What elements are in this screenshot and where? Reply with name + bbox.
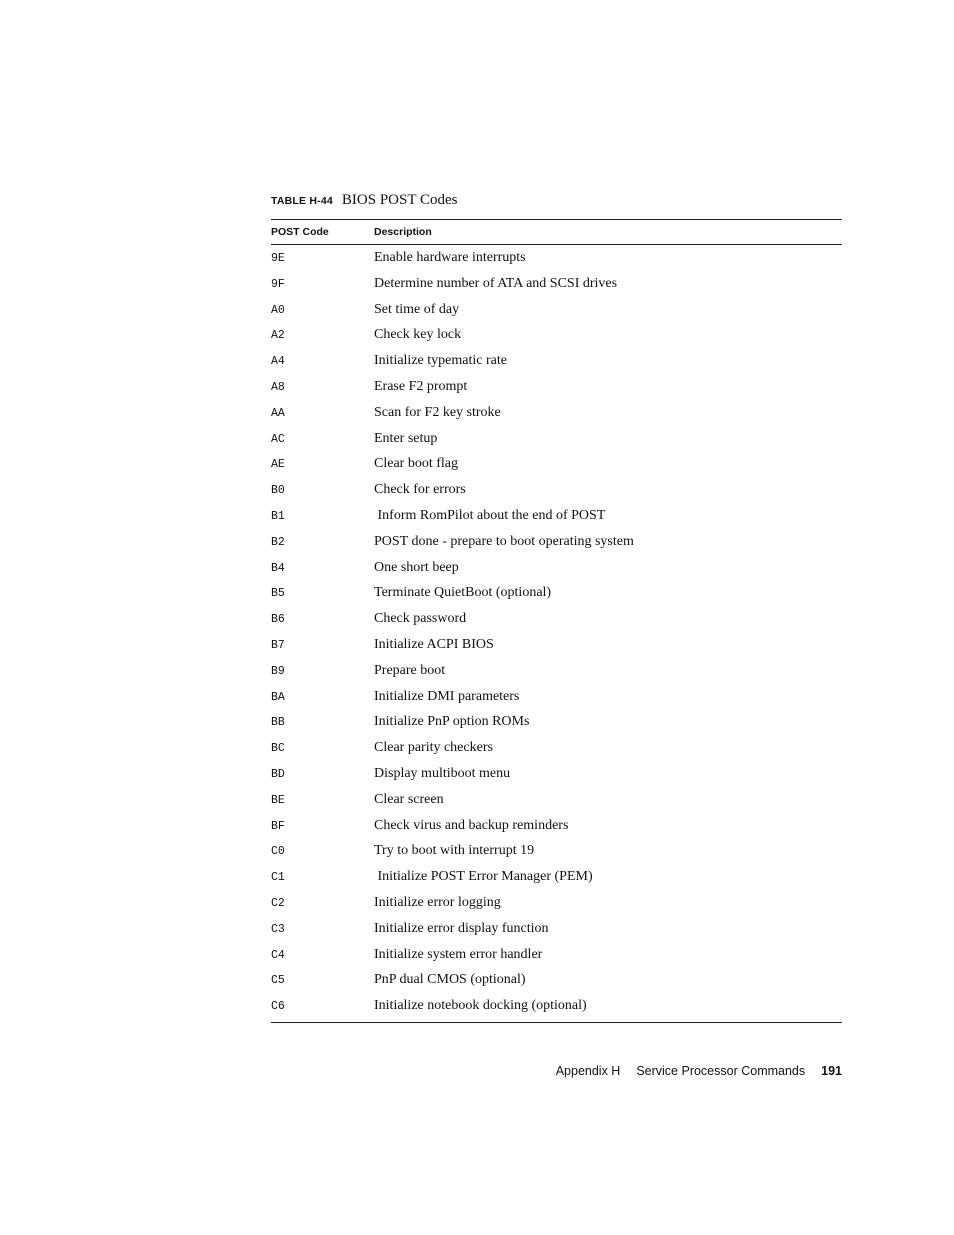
table-row	[271, 530, 842, 556]
post-description: Clear boot flag	[374, 456, 458, 472]
table-row	[271, 788, 842, 814]
post-description: Scan for F2 key stroke	[374, 404, 501, 420]
table-row	[271, 762, 842, 788]
table-row	[271, 581, 842, 607]
table-row	[271, 427, 842, 453]
post-code: C1	[271, 871, 285, 885]
post-description: Prepare boot	[374, 662, 446, 678]
post-description: Initialize ACPI BIOS	[374, 636, 494, 652]
table-row	[271, 401, 842, 427]
post-description: Enter setup	[374, 430, 438, 446]
table-row	[271, 659, 842, 685]
post-description: Terminate QuietBoot (optional)	[374, 585, 552, 601]
post-code: BC	[271, 742, 285, 756]
post-description: Clear parity checkers	[374, 740, 493, 756]
post-code: C2	[271, 896, 285, 910]
post-description: Inform RomPilot about the end of POST	[374, 507, 606, 523]
footer-appendix: Appendix H	[555, 1064, 621, 1078]
post-description: Initialize PnP option ROMs	[374, 714, 530, 730]
table-caption	[271, 191, 458, 209]
post-description: Initialize DMI parameters	[374, 688, 520, 704]
post-code: 9F	[271, 277, 285, 291]
post-description: Initialize POST Error Manager (PEM)	[374, 869, 593, 885]
page-number: 191	[821, 1064, 842, 1078]
table-row	[271, 504, 842, 530]
post-code: BB	[271, 716, 285, 730]
post-description: Check for errors	[374, 482, 466, 498]
post-description: One short beep	[374, 559, 459, 575]
post-description: Check virus and backup reminders	[374, 817, 569, 833]
post-codes-table	[271, 219, 842, 1023]
table-row	[271, 556, 842, 582]
post-description: Display multiboot menu	[374, 765, 511, 781]
post-description: Try to boot with interrupt 19	[374, 843, 535, 859]
post-description: PnP dual CMOS (optional)	[374, 972, 526, 988]
post-description: POST done - prepare to boot operating system	[374, 533, 634, 549]
table-row	[271, 839, 842, 865]
post-code: B9	[271, 664, 285, 678]
table-row	[271, 452, 842, 478]
post-code: A4	[271, 355, 285, 369]
table-row	[271, 685, 842, 711]
post-description: Check password	[374, 611, 467, 627]
post-description: Check key lock	[374, 327, 462, 343]
table-row	[271, 710, 842, 736]
table-row	[271, 298, 842, 324]
post-description: Initialize error display function	[374, 920, 549, 936]
post-description: Clear screen	[374, 791, 444, 807]
post-code: B2	[271, 535, 285, 549]
post-code: AE	[271, 458, 285, 472]
table-row	[271, 607, 842, 633]
header-description: Description	[374, 226, 432, 238]
post-code: B4	[271, 561, 285, 575]
table-row	[271, 246, 842, 272]
post-description: Initialize system error handler	[374, 946, 543, 962]
table-row	[271, 375, 842, 401]
post-code: AC	[271, 432, 285, 446]
table-row	[271, 968, 842, 994]
post-code: A0	[271, 303, 285, 317]
post-code: B1	[271, 509, 285, 523]
header-post-code: POST Code	[271, 226, 329, 238]
table-row	[271, 323, 842, 349]
post-code: BE	[271, 793, 285, 807]
post-description: Initialize notebook docking (optional)	[374, 998, 587, 1014]
post-code: B5	[271, 587, 285, 601]
footer-section: Service Processor Commands	[636, 1064, 806, 1078]
table-row	[271, 478, 842, 504]
table-row	[271, 272, 842, 298]
post-code: B0	[271, 484, 285, 498]
post-description: Initialize error logging	[374, 894, 501, 910]
page-footer	[556, 1064, 842, 1078]
post-code: B7	[271, 638, 285, 652]
post-description: Erase F2 prompt	[374, 378, 468, 394]
table-title: BIOS POST Codes	[341, 192, 458, 208]
table-label: TABLE H-44	[271, 195, 333, 207]
post-code: 9E	[271, 252, 285, 265]
post-code: BD	[271, 767, 285, 781]
table-row	[271, 891, 842, 917]
table-row	[271, 814, 842, 840]
table-row	[271, 349, 842, 375]
post-description: Set time of day	[374, 301, 460, 317]
post-description: Enable hardware interrupts	[374, 250, 526, 265]
post-code: C0	[271, 845, 285, 859]
post-code: BA	[271, 690, 285, 704]
post-code: C6	[271, 1000, 285, 1014]
post-code: BF	[271, 819, 285, 833]
post-code: C3	[271, 922, 285, 936]
table-header	[271, 219, 842, 245]
post-code: A2	[271, 329, 285, 343]
post-code: AA	[271, 406, 285, 420]
post-code: A8	[271, 380, 285, 394]
table-row	[271, 736, 842, 762]
table-row	[271, 943, 842, 969]
post-description: Initialize typematic rate	[374, 353, 507, 369]
table-body	[271, 245, 842, 1023]
post-code: C5	[271, 974, 285, 988]
table-row	[271, 994, 842, 1020]
table-row	[271, 917, 842, 943]
post-code: B6	[271, 613, 285, 627]
table-row	[271, 633, 842, 659]
post-code: C4	[271, 948, 285, 962]
table-row	[271, 865, 842, 891]
post-description: Determine number of ATA and SCSI drives	[374, 275, 618, 291]
